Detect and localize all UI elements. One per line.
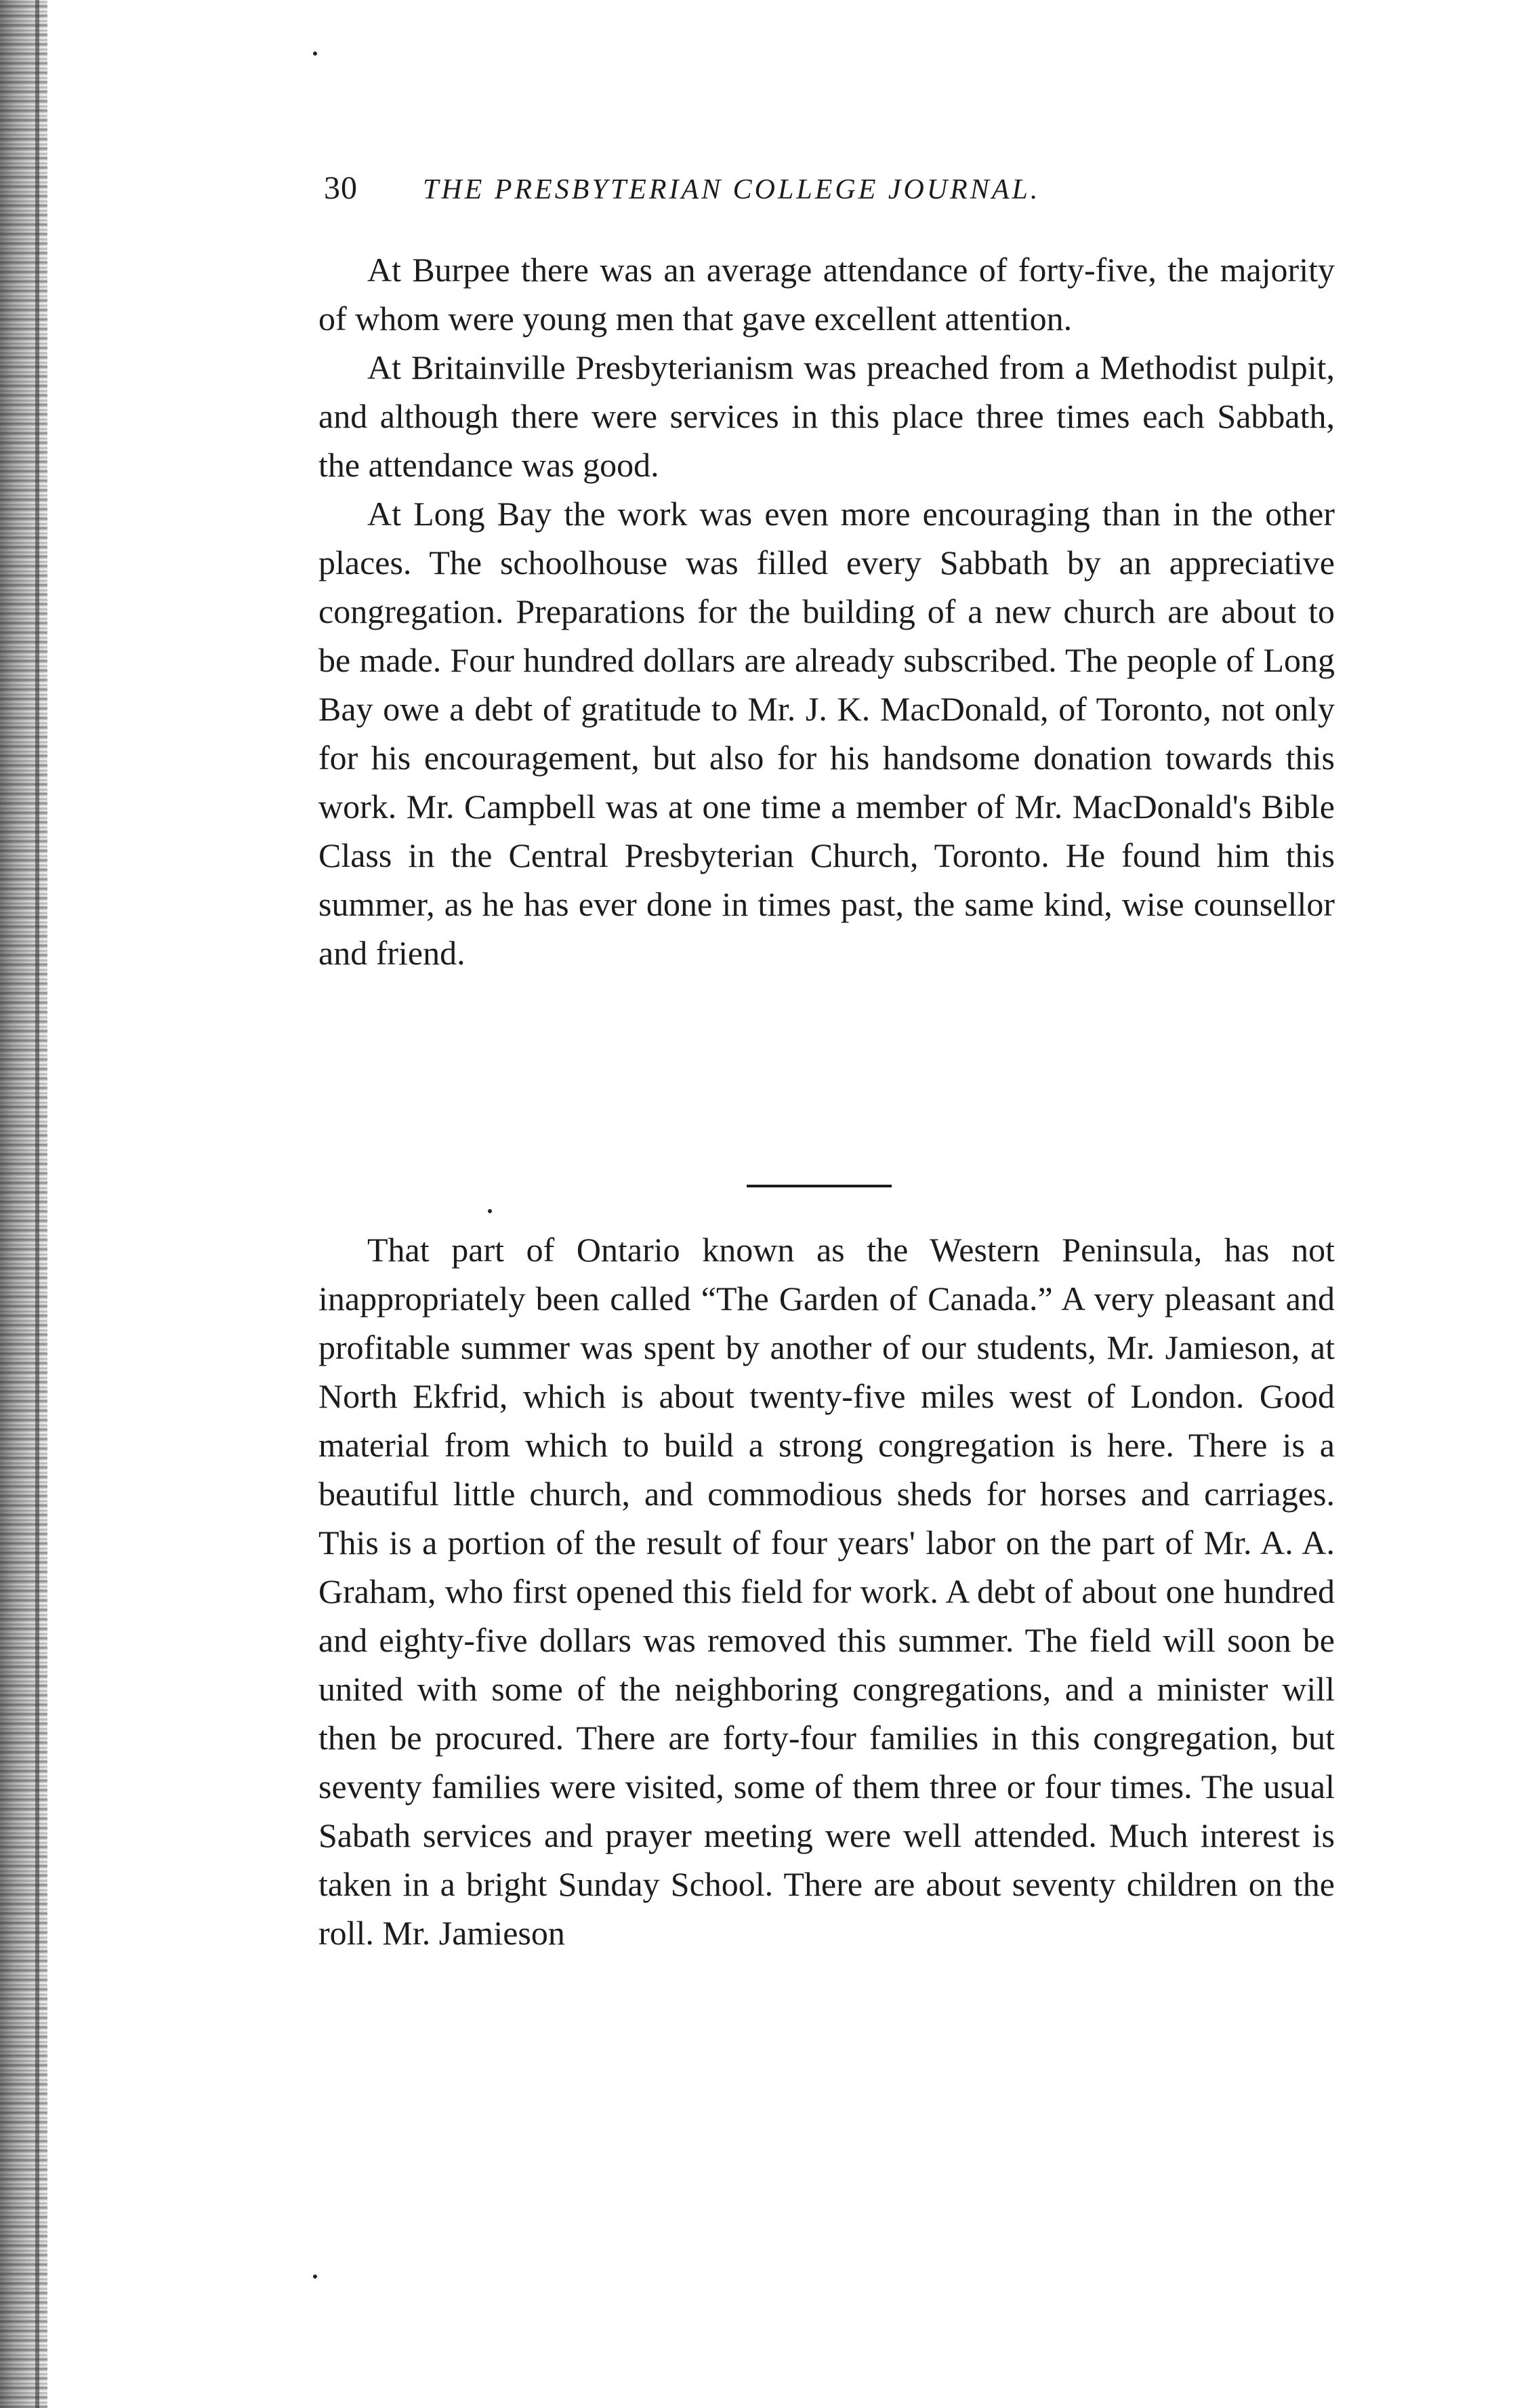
paragraph-long-bay: At Long Bay the work was even more encouraging than in the other places. The schoolhouse was filled every Sabbath by an appreciative congregation. Preparations for the building of a new church are about to be made. Four hundred dollars are already subscribed. The people of Long Bay owe a debt of gratitude to Mr. J. K. MacDonald, of Toronto, not only for his encouragement, but also for his handsome donation towards this work. Mr. Campbell was at one time a member of Mr. MacDonald's Bible Class in the Central Presbyterian Church, Toronto. He found him this summer, as he has ever done in times past, the same kind, wise counsellor and friend. [318,495,1335,972]
paragraph-western-peninsula: That part of Ontario known as the Western Peninsula, has not inappropriately been called “The Garden of Canada.” A very pleasant and profitable summer was spent by another of our students, Mr. Jamieson, at North Ekfrid, which is about twenty-five miles west of London. Good material from which to build a strong congregation is here. There is a beautiful little church, and commodious sheds for horses and carriages. This is a portion of the result of four years' labor on the part of Mr. A. A. Graham, who first opened this field for work. A debt of about one hundred and eighty-five dollars was removed this summer. The field will soon be united with some of the neighboring congregations, and a minister will then be procured. There are forty-four families in this congregation, but seventy families were visited, some of them three or four times. The usual Sabath services and prayer meeting were well attended. Much interest is taken in a bright Sunday School. There are about seventy children on the roll. Mr. Jamieson [318,1231,1335,1952]
scanned-binding-edge [0,0,47,2408]
paragraph-burpee: At Burpee there was an average attendance of forty-five, the majority of whom were young men that gave excellent attention. [318,251,1335,338]
page-number: 30 [324,170,358,206]
page-header [324,169,1340,217]
paragraph-britainville: At Britainville Presbyterianism was preached from a Methodist pulpit, and although there were services in this place three times each Sabbath, the attendance was good. [318,348,1335,484]
ink-speck [313,52,317,56]
article-section-two [318,1225,1335,1957]
binding-shadow-line [35,0,39,2408]
section-separator-rule [747,1185,892,1187]
article-section-one [318,245,1335,977]
ink-speck [313,2274,317,2279]
ink-speck [488,1209,492,1213]
running-title: THE PRESBYTERIAN COLLEGE JOURNAL. [423,174,1041,205]
